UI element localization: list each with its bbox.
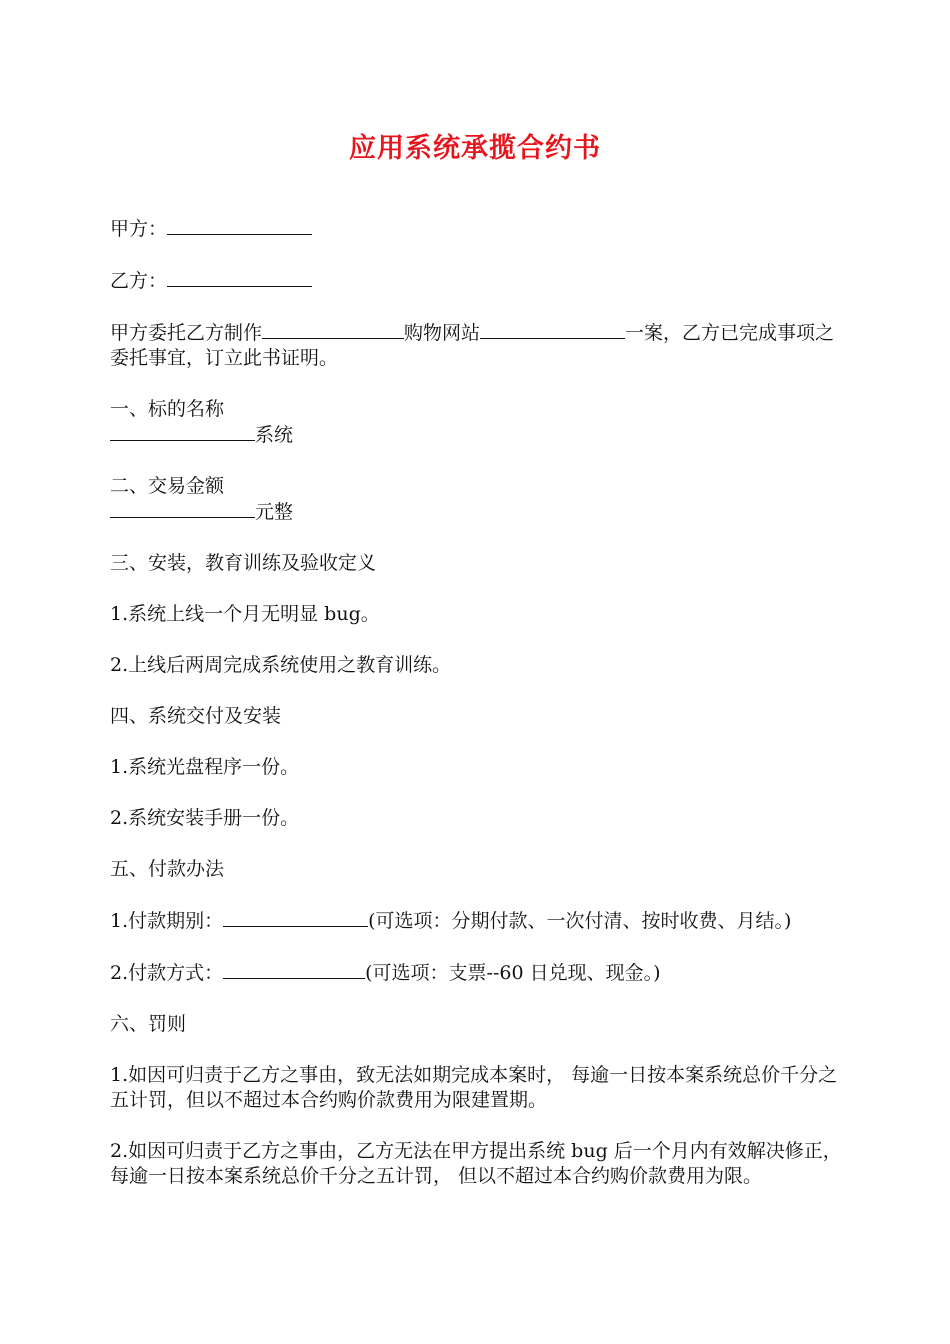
payment-method-label: 2.付款方式： xyxy=(110,962,224,984)
amount-suffix: 元整 xyxy=(255,501,294,523)
section-2-heading: 二、交易金额 xyxy=(110,475,225,497)
party-b-blank xyxy=(167,268,312,287)
intro-text-3: 一案，乙方已完成事项之委托事宜，订立此书证明。 xyxy=(110,322,835,369)
intro-blank-1 xyxy=(262,320,404,339)
section-5-item-1 xyxy=(110,908,845,934)
party-b-label: 乙方： xyxy=(110,270,168,292)
intro-paragraph xyxy=(110,320,845,371)
subject-name-blank xyxy=(110,422,255,441)
intro-text-1: 甲方委托乙方制作 xyxy=(110,322,263,344)
party-a-label: 甲方： xyxy=(110,218,168,240)
amount-blank xyxy=(110,499,255,518)
document-title: 应用系统承揽合约书 xyxy=(349,133,601,164)
section-5-heading: 五、付款办法 xyxy=(110,858,225,880)
section-3-item-1: 1.系统上线一个月无明显 bug。 xyxy=(110,603,380,625)
section-3-item-2: 2.上线后两周完成系统使用之教育训练。 xyxy=(110,654,452,676)
intro-text-2: 购物网站 xyxy=(404,322,481,344)
section-3-heading: 三、安装，教育训练及验收定义 xyxy=(110,552,377,574)
section-4-item-2: 2.系统安装手册一份。 xyxy=(110,807,300,829)
section-6-item-2: 2.如因可归责于乙方之事由，乙方无法在甲方提出系统 bug 后一个月内有效解决修正，每逾一日按本案系统总价千分之五计罚， 但以不超过本合约购价款费用为限。 xyxy=(110,1140,842,1187)
section-4-heading: 四、系统交付及安装 xyxy=(110,705,282,727)
payment-period-note: (可选项：分期付款、一次付清、按时收费、月结。) xyxy=(368,910,792,932)
section-1-heading: 一、标的名称 xyxy=(110,398,225,420)
section-2-line xyxy=(110,499,845,525)
intro-blank-2 xyxy=(480,320,625,339)
section-6-heading: 六、罚则 xyxy=(110,1013,187,1035)
section-6-item-1: 1.如因可归责于乙方之事由，致无法如期完成本案时， 每逾一日按本案系统总价千分之五计罚，但以不超过本合约购价款费用为限建置期。 xyxy=(110,1064,838,1111)
subject-name-suffix: 系统 xyxy=(255,424,294,446)
party-a-blank xyxy=(167,216,312,235)
section-5-item-2 xyxy=(110,960,845,986)
section-1-line xyxy=(110,422,845,448)
document-body xyxy=(110,216,845,1189)
payment-method-note: (可选项：支票--60 日兑现、现金。) xyxy=(365,962,661,984)
payment-method-blank xyxy=(223,960,365,979)
party-b-line xyxy=(110,268,845,294)
section-4-item-1: 1.系统光盘程序一份。 xyxy=(110,756,300,778)
payment-period-label: 1.付款期别： xyxy=(110,910,224,932)
party-a-line xyxy=(110,216,845,242)
payment-period-blank xyxy=(223,908,368,927)
